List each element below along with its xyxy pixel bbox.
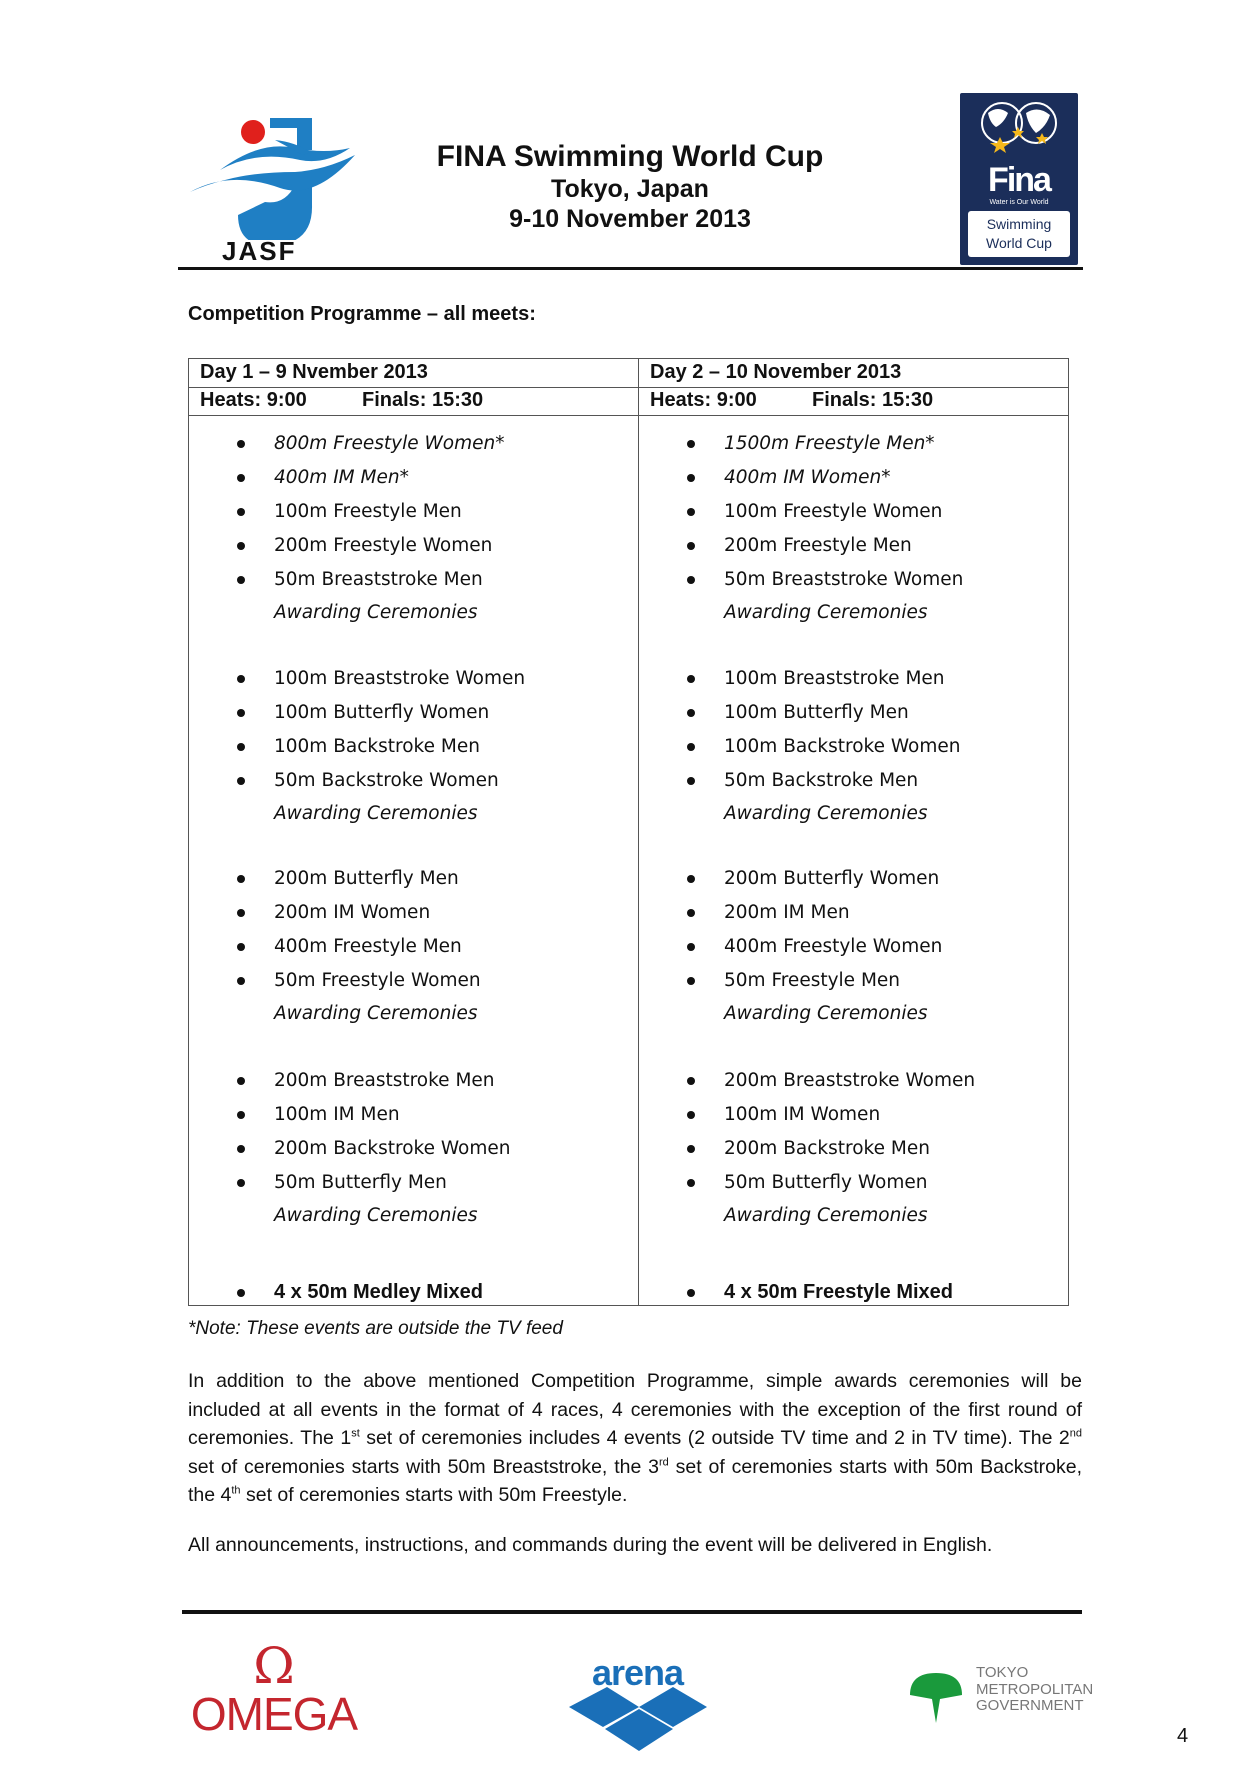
bullet-icon (687, 777, 695, 785)
bullet-icon (237, 576, 245, 584)
ceremony-item: Awarding Ceremonies (274, 1205, 478, 1226)
document-title: FINA Swimming World Cup (436, 140, 824, 173)
day1-title: Day 1 – 9 Nvember 2013 (200, 361, 428, 383)
bullet-icon (687, 542, 695, 550)
bullet-icon (237, 875, 245, 883)
page-number: 4 (1177, 1725, 1189, 1747)
event-item: 100m Backstroke Women (724, 736, 961, 757)
ceremony-item: Awarding Ceremonies (724, 602, 928, 623)
event-item: 100m IM Women (724, 1104, 881, 1125)
event-item: 400m IM Women* (724, 467, 891, 488)
badge-line-1: Swimming (986, 216, 1052, 232)
globe-icon (960, 93, 1078, 163)
event-item: 100m IM Men (274, 1104, 400, 1125)
event-item: 400m Freestyle Men (274, 936, 462, 957)
ceremony-item: Awarding Ceremonies (274, 602, 478, 623)
programme-table (188, 358, 1069, 1306)
day2-title: Day 2 – 10 November 2013 (650, 361, 902, 383)
ordinal-suffix: rd (659, 1456, 669, 1468)
omega-wordmark: OMEGA (190, 1688, 358, 1740)
bullet-icon (687, 743, 695, 751)
event-item: 50m Butterfly Men (274, 1172, 447, 1193)
event-item: 200m Backstroke Women (274, 1138, 511, 1159)
world-cup-badge (968, 211, 1070, 257)
event-item: 200m Butterfly Men (274, 868, 459, 889)
bullet-icon (237, 1077, 245, 1085)
event-item: 100m Freestyle Men (274, 501, 462, 522)
event-location: Tokyo, Japan (551, 175, 709, 203)
omega-logo (184, 1637, 364, 1750)
bullet-icon (237, 1179, 245, 1187)
bullet-icon (687, 675, 695, 683)
row-divider (189, 415, 1068, 416)
paragraph-text: set of ceremonies starts with 50m Backstroke, the 4 (188, 1455, 1082, 1506)
bullet-icon (687, 1289, 695, 1297)
bullet-icon (687, 909, 695, 917)
ceremony-item: Awarding Ceremonies (724, 1003, 928, 1024)
tokyo-metropolitan-government-logo (898, 1665, 1098, 1725)
event-item: 50m Backstroke Men (724, 770, 919, 791)
bullet-icon (687, 943, 695, 951)
ceremonies-paragraph (188, 1367, 1082, 1510)
event-item: 200m Breaststroke Men (274, 1070, 495, 1091)
event-item: 100m Breaststroke Women (274, 668, 526, 689)
arena-wordmark: arena (591, 1652, 684, 1693)
jasf-wordmark: JASF (222, 236, 297, 266)
paragraph-text: set of ceremonies includes 4 events (2 outside TV time and 2 in TV time). The 2 (359, 1427, 1070, 1449)
column-divider (638, 359, 639, 1305)
relay-event: 4 x 50m Medley Mixed (274, 1281, 483, 1303)
arena-diamonds-icon (565, 1685, 710, 1765)
event-dates: 9-10 November 2013 (509, 205, 751, 233)
bullet-icon (237, 542, 245, 550)
bullet-icon (237, 943, 245, 951)
bullet-icon (687, 474, 695, 482)
document-header (380, 140, 880, 234)
ceremony-item: Awarding Ceremonies (274, 803, 478, 824)
omega-symbol-icon: Ω (253, 1637, 295, 1695)
bullet-icon (237, 1111, 245, 1119)
day2-finals: Finals: 15:30 (812, 389, 934, 411)
event-item: 200m Freestyle Men (724, 535, 912, 556)
bullet-icon (237, 1145, 245, 1153)
day1-finals: Finals: 15:30 (362, 389, 484, 411)
bullet-icon (237, 709, 245, 717)
arena-logo (565, 1652, 710, 1765)
ordinal-suffix: nd (1069, 1427, 1082, 1440)
bullet-icon (237, 1289, 245, 1297)
bullet-icon (237, 743, 245, 751)
bullet-icon (687, 1145, 695, 1153)
fina-wordmark: Fina (988, 161, 1050, 199)
event-item: 100m Backstroke Men (274, 736, 480, 757)
event-item: 50m Breaststroke Women (724, 569, 964, 590)
bullet-icon (687, 576, 695, 584)
paragraph-text: In addition to the above mentioned Competition Programme, simple awards ceremonies will be included at all events in the format of 4 races, 4 ceremonies with the exception of the first round of ceremonies. The 1 (188, 1370, 1082, 1449)
event-item: 200m Butterfly Women (724, 868, 940, 889)
event-item: 200m Backstroke Men (724, 1138, 930, 1159)
bullet-icon (237, 777, 245, 785)
bullet-icon (687, 440, 695, 448)
ordinal-suffix: st (351, 1427, 360, 1440)
day1-heats: Heats: 9:00 (200, 389, 307, 411)
ceremony-item: Awarding Ceremonies (274, 1003, 478, 1024)
event-item: 50m Backstroke Women (274, 770, 499, 791)
language-note: All announcements, instructions, and commands during the event will be delivered in English. (188, 1534, 993, 1556)
jasf-swimmer-icon (185, 110, 365, 240)
bullet-icon (237, 909, 245, 917)
event-item: 200m IM Men (724, 902, 850, 923)
event-item: 200m Breaststroke Women (724, 1070, 976, 1091)
event-item: 1500m Freestyle Men* (724, 433, 935, 454)
day2-times (650, 389, 950, 412)
bullet-icon (687, 977, 695, 985)
fina-tagline: Water is Our World (989, 199, 1049, 206)
paragraph-text: set of ceremonies starts with 50m Freestyle. (240, 1484, 628, 1506)
ordinal-suffix: th (231, 1484, 241, 1497)
paragraph-text: set of ceremonies starts with 50m Breaststroke, the 3 (188, 1455, 660, 1478)
event-item: 100m Freestyle Women (724, 501, 943, 522)
event-item: 800m Freestyle Women* (274, 433, 505, 454)
ceremony-item: Awarding Ceremonies (724, 803, 928, 824)
row-divider (189, 387, 1068, 388)
tmg-text (976, 1665, 1093, 1715)
bullet-icon (237, 440, 245, 448)
event-item: 50m Freestyle Women (274, 970, 481, 991)
bullet-icon (237, 977, 245, 985)
badge-line-2: World Cup (986, 235, 1052, 251)
event-item: 50m Butterfly Women (724, 1172, 928, 1193)
tmg-line-3: GOVERNMENT (976, 1697, 1084, 1714)
header-divider (178, 267, 1083, 270)
event-item: 400m IM Men* (274, 467, 409, 488)
event-item: 100m Butterfly Men (724, 702, 909, 723)
bullet-icon (237, 675, 245, 683)
tmg-line-2: METROPOLITAN (976, 1680, 1094, 1698)
tv-feed-note: *Note: These events are outside the TV feed (188, 1318, 563, 1339)
event-item: 200m IM Women (274, 902, 431, 923)
bullet-icon (687, 1179, 695, 1187)
section-heading: Competition Programme – all meets: (188, 303, 536, 325)
event-item: 100m Breaststroke Men (724, 668, 945, 689)
ceremony-item: Awarding Ceremonies (724, 1205, 928, 1226)
footer-divider (182, 1610, 1082, 1614)
bullet-icon (687, 508, 695, 516)
event-item: 100m Butterfly Women (274, 702, 490, 723)
day2-heats: Heats: 9:00 (650, 389, 757, 411)
event-item: 200m Freestyle Women (274, 535, 493, 556)
ginkgo-leaf-icon (906, 1671, 966, 1727)
bullet-icon (687, 1111, 695, 1119)
bullet-icon (687, 875, 695, 883)
event-item: 400m Freestyle Women (724, 936, 943, 957)
event-item: 50m Freestyle Men (724, 970, 901, 991)
relay-event: 4 x 50m Freestyle Mixed (724, 1281, 954, 1303)
bullet-icon (237, 474, 245, 482)
bullet-icon (687, 1077, 695, 1085)
event-item: 50m Breaststroke Men (274, 569, 483, 590)
fina-world-cup-logo (960, 93, 1078, 265)
bullet-icon (687, 709, 695, 717)
bullet-icon (237, 508, 245, 516)
tmg-line-1: TOKYO (976, 1664, 1029, 1681)
day1-times (200, 389, 500, 412)
